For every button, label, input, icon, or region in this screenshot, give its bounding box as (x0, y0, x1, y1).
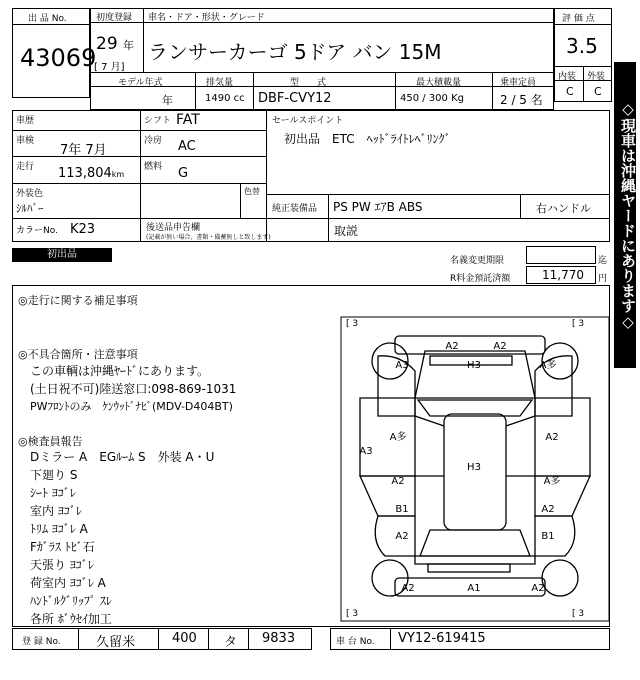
mileage-label: 走行 (16, 162, 35, 172)
inspector-line: 荷室内 ﾖｺﾞﾚ A (30, 576, 106, 590)
inspection-value: 7年 7月 (60, 143, 107, 158)
inspector-line: 天張り ﾖｺﾞﾚ (30, 558, 94, 572)
defect-line: この車輌は沖縄ﾔｰﾄﾞにあります。 (30, 364, 210, 378)
displacement-label: 排気量 (206, 78, 234, 88)
first-reg-label: 初度登録 (96, 13, 133, 23)
fuel-value: G (178, 166, 189, 181)
inspector-line: 室内 ﾖｺﾞﾚ (30, 504, 82, 518)
damage-mark: A3 (395, 360, 409, 371)
vin-label: 車 台 No. (336, 637, 375, 647)
defect-line: PWﾌﾛﾝﾄのみ ｹﾝｳｯﾄﾞﾅﾋﾞ(MDV-D404BT) (30, 400, 233, 413)
reg-place: 久留米 (96, 635, 136, 650)
color-change-label: 色替 (244, 187, 260, 196)
late-delivery-value: 取説 (334, 224, 359, 238)
shift-value: FAT (176, 112, 200, 128)
model-year-label: モデル年式 (118, 78, 163, 88)
lot-number: 43069 (20, 44, 97, 72)
ac-label: 冷房 (144, 136, 163, 146)
equipment-value: PS PW ｴｱB ABS (333, 200, 423, 214)
ac-value: AC (178, 139, 196, 154)
defect-notes-title: ◎不具合箇所・注意事項 (18, 348, 138, 361)
score-label: 評 価 点 (562, 14, 595, 24)
inspector-line: 各所 ﾎﾞｳｾｲ加工 (30, 612, 112, 626)
damage-mark: A2 (401, 583, 415, 594)
fuel-label: 燃料 (144, 162, 163, 172)
damage-mark: H3 (467, 360, 481, 371)
max-load-label: 最大積載量 (416, 78, 462, 88)
exterior-grade: C (594, 85, 602, 98)
reg-number: 9833 (262, 631, 296, 646)
damage-mark: B1 (395, 504, 409, 515)
corner-label: [ 3 (346, 319, 359, 329)
steering-side: 右ハンドル (536, 202, 591, 215)
damage-mark: A2 (531, 583, 545, 594)
ext-color-label: 外装色 (16, 189, 44, 199)
recycle-label: R料金預託済額 (450, 274, 511, 284)
history-label: 車歴 (16, 116, 35, 126)
damage-mark: H3 (467, 462, 481, 473)
mileage-value: 113,804km (58, 166, 125, 181)
inspector-line: Dミラー A EGﾙｰﾑ S 外装 A・U (30, 450, 215, 464)
run-notes-title: ◎走行に関する補足事項 (18, 294, 138, 307)
damage-mark: A2 (541, 504, 555, 515)
reg-class: 400 (172, 631, 197, 646)
max-load-value: 450 / 300 Kg (400, 93, 464, 104)
reg-year: 29 年 (96, 34, 135, 54)
capacity-label: 乗車定員 (500, 78, 537, 88)
damage-mark: A3 (359, 446, 373, 457)
inspector-line: Fｶﾞﾗｽ ﾄﾋﾞ石 (30, 540, 95, 554)
color-no-label: カラーNo. (16, 226, 58, 236)
reg-kana: タ (224, 635, 238, 650)
model-label: 型 式 (290, 78, 327, 88)
damage-mark: A2 (445, 341, 459, 352)
late-delivery-note: (記載が無い場合、書類・備蓄無しと致します) (146, 234, 271, 241)
reg-label: 登 録 No. (22, 637, 61, 647)
corner-label: [ 3 (346, 609, 359, 619)
damage-mark: A多 (539, 360, 557, 371)
reg-month: [ 7 月] (94, 62, 125, 73)
name-change-unit: 迄 (598, 256, 608, 266)
score-value: 3.5 (566, 34, 598, 58)
corner-label: [ 3 (572, 319, 585, 329)
corner-label: [ 3 (572, 609, 585, 619)
equipment-label: 純正装備品 (272, 204, 318, 214)
damage-mark: A1 (467, 583, 481, 594)
sales-point-label: セールスポイント (272, 116, 344, 126)
model-year-unit: 年 (162, 94, 173, 107)
interior-label: 内装 (558, 72, 577, 82)
damage-mark: A多 (389, 432, 407, 443)
ext-color-value: ｼﾙﾊﾞｰ (16, 202, 44, 215)
damage-mark: A多 (543, 476, 561, 487)
shift-label: シフト (144, 116, 172, 126)
name-change-label: 名義変更期限 (450, 256, 505, 266)
inspector-line: ﾊﾝﾄﾞﾙｸﾞﾘｯﾌﾟ ｽﾚ (30, 594, 112, 608)
recycle-unit: 円 (598, 274, 608, 284)
damage-mark: A2 (395, 531, 409, 542)
damage-mark: A2 (493, 341, 507, 352)
inspector-line: ﾄﾘﾑ ﾖｺﾞﾚ A (30, 522, 88, 536)
capacity-value: 2 / 5 名 (500, 93, 543, 107)
sales-point-value: 初出品 ETC ﾍｯﾄﾞﾗｲﾄﾚﾍﾞﾘﾝｸﾞ (284, 132, 451, 146)
inspection-label: 車検 (16, 136, 35, 146)
damage-mark: B1 (541, 531, 555, 542)
inspector-line: ｼｰﾄ ﾖｺﾞﾚ (30, 486, 76, 500)
damage-mark: A2 (545, 432, 559, 443)
location-notice: ◇現車は沖縄ヤードにあります◇ (614, 62, 636, 368)
lot-label: 出 品 No. (28, 14, 67, 24)
car-name: ランサーカーゴ 5ドア バン 15M (148, 40, 442, 64)
interior-grade: C (566, 85, 574, 98)
vin-value: VY12-619415 (398, 631, 486, 646)
damage-mark: A2 (391, 476, 405, 487)
inspector-title: ◎検査員報告 (18, 435, 83, 448)
exterior-label: 外装 (587, 72, 606, 82)
inspector-line: 下廻り S (30, 468, 78, 482)
displacement-value: 1490 cc (205, 93, 245, 104)
car-name-label: 車名・ドア・形状・グレード (148, 13, 265, 23)
model-value: DBF-CVY12 (258, 91, 332, 106)
recycle-value: 11,770 (542, 268, 584, 282)
first-time-badge: 初出品 (12, 248, 112, 262)
name-change-box (526, 246, 596, 264)
defect-line: (土日祝不可)陸送窓口:098-869-1031 (30, 382, 237, 396)
damage-diagram (340, 316, 610, 622)
late-delivery-label: 後送品申告欄 (146, 223, 201, 233)
color-no-value: K23 (70, 222, 96, 237)
